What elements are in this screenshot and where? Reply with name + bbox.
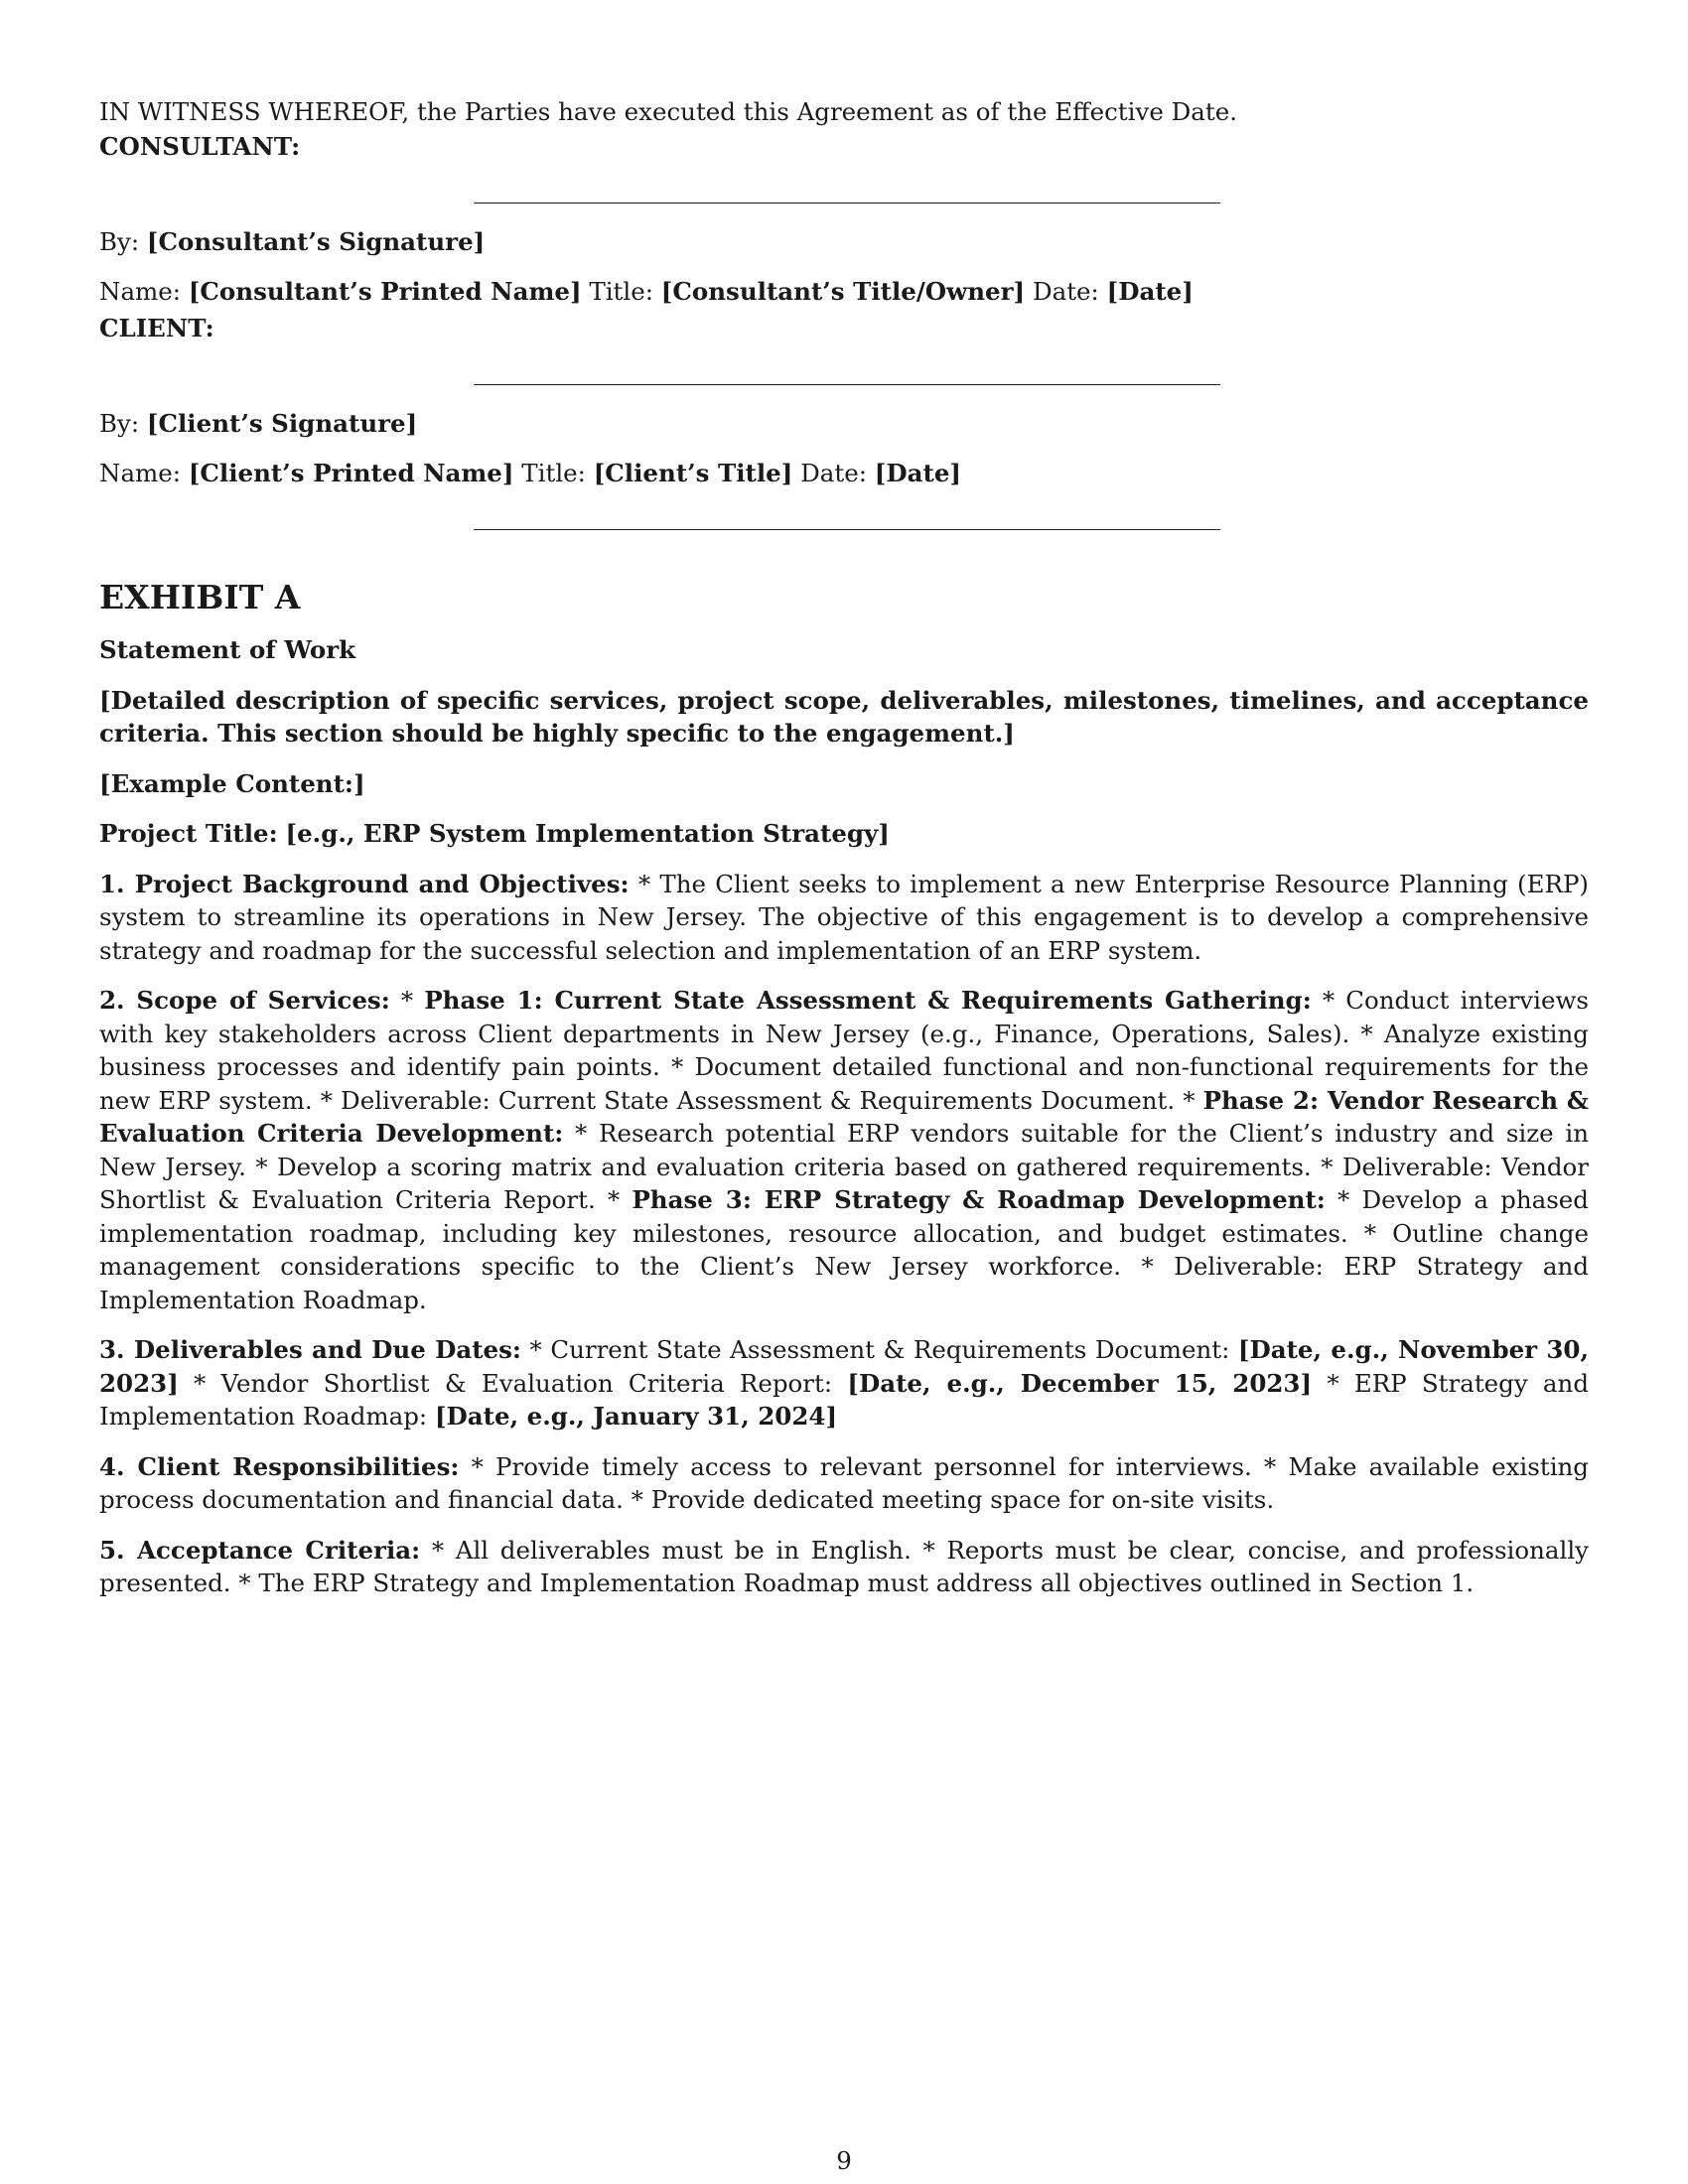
- section-heading: 1. Project Background and Objectives:: [99, 869, 630, 898]
- client-printed-name: [Client’s Printed Name]: [188, 459, 514, 487]
- section-deliverables: [99, 1333, 1589, 1433]
- exhibit-title: EXHIBIT A: [99, 578, 301, 616]
- phase-2-heading: Phase 2: Vendor Research & Evaluation Criteria Development:: [99, 1085, 1590, 1148]
- exhibit-description: [Detailed description of specific services, project scope, deliverables, milestones, timelines, and acceptance criteria. This section should be highly specific to the engagement.]: [99, 685, 1589, 748]
- section-text: * Provide timely access to relevant personnel for interviews. * Make available existing process documentation and financial data. * Provide dedicated meeting space for on-site visits.: [99, 1451, 1589, 1514]
- section-heading: 3. Deliverables and Due Dates:: [99, 1335, 521, 1364]
- client-by-line: [99, 407, 1589, 440]
- project-title-label: Project Title:: [99, 819, 278, 848]
- section-text: * Vendor Shortlist & Evaluation Criteria Report:: [178, 1368, 848, 1398]
- phase-3-heading: Phase 3: ERP Strategy & Roadmap Development:: [632, 1185, 1326, 1214]
- exhibit-subtitle: Statement of Work: [99, 635, 356, 664]
- name-prefix: Name:: [99, 459, 182, 487]
- date-prefix: Date:: [1032, 277, 1099, 306]
- consultant-printed-name: [Consultant’s Printed Name]: [188, 277, 582, 306]
- section-acceptance-criteria: [99, 1534, 1589, 1600]
- consultant-label: CONSULTANT:: [99, 132, 301, 161]
- client-signature-placeholder: [Client’s Signature]: [146, 409, 418, 438]
- client-date: [Date]: [874, 459, 962, 487]
- client-title: [Client’s Title]: [593, 459, 793, 487]
- project-title-line: [99, 817, 1589, 851]
- section-client-responsibilities: [99, 1450, 1589, 1517]
- due-date-3: [Date, e.g., January 31, 2024]: [434, 1402, 838, 1431]
- consultant-title: [Consultant’s Title/Owner]: [660, 277, 1026, 306]
- section-heading: 5. Acceptance Criteria:: [99, 1535, 421, 1565]
- section-heading: 2. Scope of Services:: [99, 986, 390, 1015]
- consultant-signature-line: [474, 203, 1220, 204]
- section-text: * Conduct interviews with key stakeholders across Client departments in New Jersey (e.g., Finance, Operations, Sales). * Analyze existing business processes and identify pain points. * Document detailed functional and non-functional requirements for the new ERP system. * Deliverable: Current State Assessment & Requirements Document. *: [99, 986, 1590, 1115]
- client-signature-line: [474, 384, 1220, 385]
- title-prefix: Title:: [521, 459, 586, 487]
- section-heading: 4. Client Responsibilities:: [99, 1451, 460, 1481]
- section-text: * Research potential ERP vendors suitable for the Client’s industry and size in New Jersey. * Develop a scoring matrix and evaluation criteria based on gathered requirements. * Deliverable: Vendor Shortlist & Evaluation Criteria Report. *: [99, 1119, 1589, 1214]
- client-name-line: [99, 457, 1589, 489]
- consultant-by-line: [99, 225, 1589, 258]
- phase-1-heading: Phase 1: Current State Assessment & Requirements Gathering:: [424, 986, 1312, 1015]
- due-date-2: [Date, e.g., December 15, 2023]: [847, 1368, 1313, 1398]
- by-prefix: By:: [99, 227, 140, 256]
- page-number: 9: [836, 2146, 852, 2175]
- consultant-signature-placeholder: [Consultant’s Signature]: [146, 227, 486, 256]
- due-date-1: [Date, e.g., November 30, 2023]: [99, 1335, 1589, 1398]
- name-prefix: Name:: [99, 277, 182, 306]
- section-text: * All deliverables must be in English. * Reports must be clear, concise, and professionally presented. * The ERP Strategy and Implementation Roadmap must address all objectives outlined in Section 1.: [99, 1535, 1590, 1597]
- client-label: CLIENT:: [99, 314, 214, 342]
- project-title-value: [e.g., ERP System Implementation Strategy]: [285, 819, 890, 848]
- section-text: * Current State Assessment & Requirements Document:: [520, 1335, 1238, 1364]
- section-project-background: [99, 868, 1589, 968]
- example-content-label: [Example Content:]: [99, 768, 365, 798]
- witness-statement: IN WITNESS WHEREOF, the Parties have executed this Agreement as of the Effective Date.: [99, 97, 1237, 126]
- consultant-name-line: [99, 275, 1589, 308]
- title-prefix: Title:: [589, 277, 653, 306]
- consultant-date: [Date]: [1106, 277, 1194, 306]
- exhibit-divider-line: [474, 529, 1220, 530]
- section-text: * The Client seeks to implement a new Enterprise Resource Planning (ERP) system to streamline its operations in New Jersey. The objective of this engagement is to develop a comprehensive strategy and roadmap for the successful selection and implementation of an ERP system.: [99, 869, 1589, 965]
- section-text: * Develop a phased implementation roadmap, including key milestones, resource allocation, and budget estimates. * Outline change management considerations specific to the Client’s New Jersey workforce. * Deliverable: ERP Strategy and Implementation Roadmap.: [99, 1185, 1589, 1314]
- by-prefix: By:: [99, 409, 140, 438]
- section-text: *: [389, 986, 425, 1015]
- date-prefix: Date:: [800, 459, 867, 487]
- section-text: * ERP Strategy and Implementation Roadmap:: [99, 1368, 1590, 1431]
- document-page: [99, 95, 1589, 1617]
- section-scope-of-services: [99, 984, 1589, 1316]
